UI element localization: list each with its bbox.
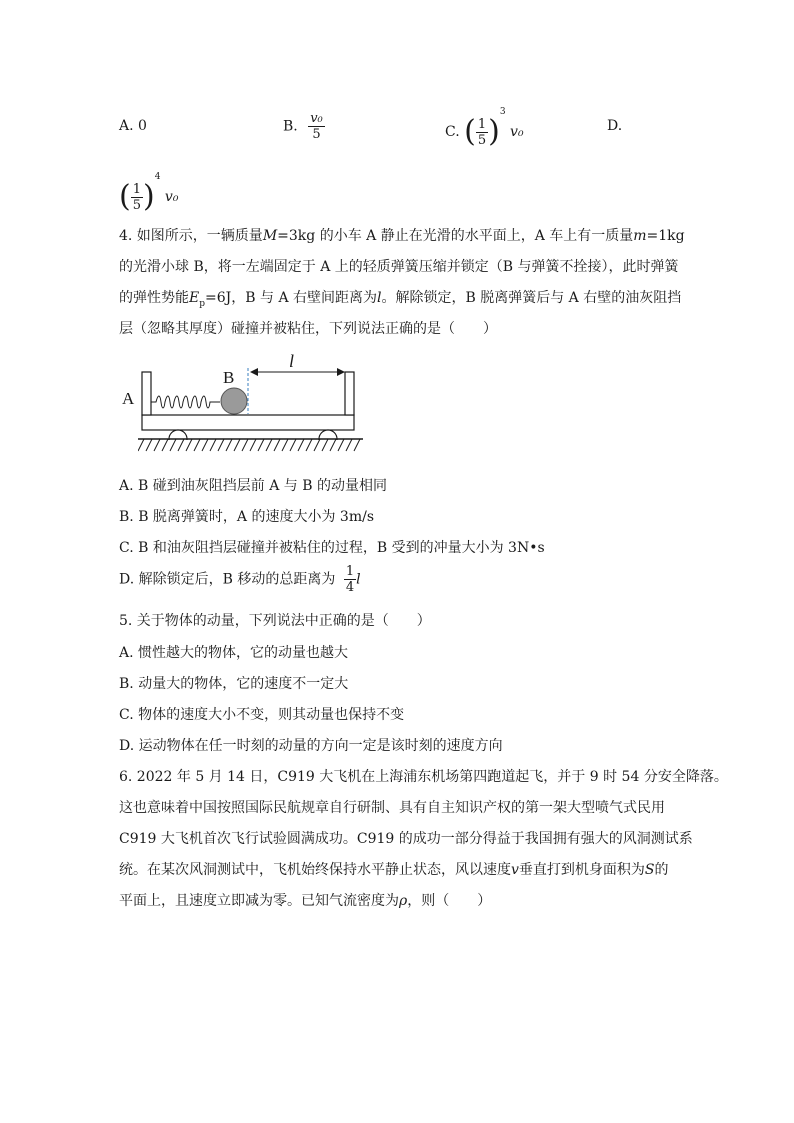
spring <box>151 396 220 408</box>
q3-option-d-expression: ( $\frac{1}{5}$ )$^4$ v₀ <box>119 172 179 214</box>
q5-option-a[interactable]: A. 惯性越大的物体，它的动量也越大 <box>119 645 349 661</box>
q3-option-b[interactable]: B. $\frac{\text{v₀}}{5}$ <box>283 111 323 142</box>
q6-stem-line-2: 这也意味着中国按照国际民航规章自行研制、具有自主知识产权的第一架大型喷气式民用 <box>119 800 665 816</box>
q4-stem-line-2: 的光滑小球 B，将一左端固定于 A 上的轻质弹簧压缩并锁定（B 与弹簧不拴接），此时弹簧 <box>119 259 679 275</box>
q4-stem-line-3: 的弹性势能$E_p=6J$，B 与 A 右壁间距离为l。解除锁定，B 脱离弹簧后与 A 右壁的油灰阻挡 <box>119 290 682 309</box>
label-l: l <box>289 351 295 371</box>
q5-option-d[interactable]: D. 运动物体在任一时刻的动量的方向一定是该时刻的速度方向 <box>119 738 503 754</box>
cart-left-wall <box>142 372 151 415</box>
cart-platform <box>142 415 354 430</box>
q4-option-a[interactable]: A. B 碰到油灰阻挡层前 A 与 B 的动量相同 <box>119 478 387 494</box>
q5-option-b[interactable]: B. 动量大的物体，它的速度不一定大 <box>119 676 349 692</box>
q3-option-c[interactable]: C. ( $\frac{1}{5}$ )$^3$ v₀ <box>445 107 524 149</box>
q3-option-a[interactable]: A. 0 <box>119 118 147 134</box>
label-a: A <box>122 389 135 408</box>
q4-stem-line-1: 4. 如图所示，一辆质量M=3kg 的小车 A 静止在光滑的水平面上，A 车上有一质量m=1kg <box>119 228 685 244</box>
q4-option-b[interactable]: B. B 脱离弹簧时，A 的速度大小为 3m/s <box>119 509 375 525</box>
q5-option-c[interactable]: C. 物体的速度大小不变，则其动量也保持不变 <box>119 707 405 723</box>
q6-stem-line-5: 平面上，且速度立即减为零。已知气流密度为ρ，则（ ） <box>119 893 492 909</box>
q3-option-d[interactable]: D. <box>607 118 623 134</box>
fraction: $\frac{1}{5}$ <box>132 181 141 213</box>
q6-stem-line-1: 6. 2022 年 5 月 14 日，C919 大飞机在上海浦东机场第四跑道起飞，并于 9 时 54 分安全降落。 <box>119 769 728 785</box>
q6-stem-line-3: C919 大飞机首次飞行试验圆满成功。C919 的成功一部分得益于我国拥有强大的风洞测试系 <box>119 831 693 847</box>
ground-hatching <box>138 437 363 455</box>
label-b: B <box>223 368 235 387</box>
ball-b <box>221 388 247 414</box>
q4-option-c[interactable]: C. B 和油灰阻挡层碰撞并被粘住的过程，B 受到的冲量大小为 3N•s <box>119 540 545 556</box>
cart-spring-ball-figure <box>118 350 368 440</box>
cart-right-wall <box>345 372 354 415</box>
fraction: $\frac{\text{v₀}}{5}$ <box>310 111 323 142</box>
q6-stem-line-4: 统。在某次风洞测试中，飞机始终保持水平静止状态，风以速度v垂直打到机身面积为S的 <box>119 862 669 878</box>
fraction: $\frac{1}{5}$ <box>477 116 487 148</box>
q4-stem-line-4: 层（忽略其厚度）碰撞并被粘住，下列说法正确的是（ ） <box>119 321 497 337</box>
fraction: $\frac{1}{4}$ <box>345 564 355 595</box>
q5-stem: 5. 关于物体的动量，下列说法中正确的是（ ） <box>119 613 431 629</box>
q4-option-d[interactable]: D. 解除锁定后，B 移动的总距离为 $\frac{1}{4}$ l <box>119 564 361 595</box>
